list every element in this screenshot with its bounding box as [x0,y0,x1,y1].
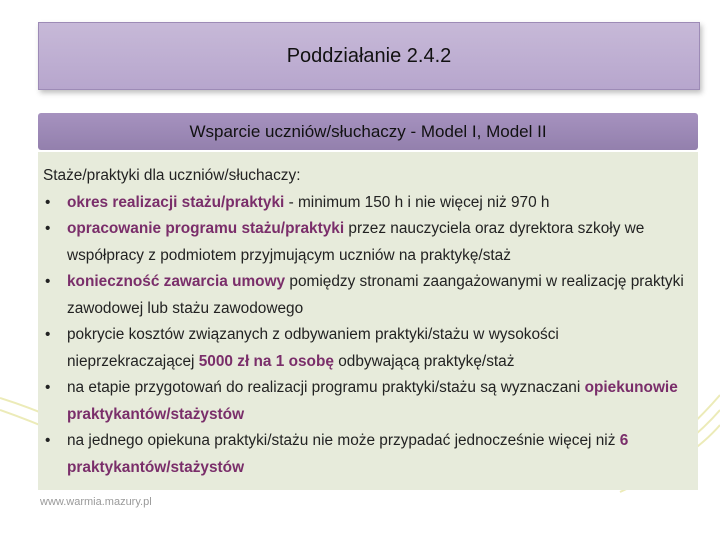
bullet-icon: • [45,432,51,449]
subtitle-bar [38,113,698,150]
page-title: Poddziałanie 2.4.2 [286,44,452,67]
list-item [43,190,690,217]
highlight-text: opracowanie programu stażu/praktyki [67,220,345,237]
item-text: przez nauczyciela oraz dyrektora szkoły we współpracy z podmiotem przyjmującym uczniów na praktykę/staż [67,220,645,264]
bullet-icon: • [45,273,51,290]
item-text: pokrycie kosztów związanych z odbywaniem praktyki/stażu w wysokości nieprzekraczającej [67,326,559,370]
item-text: pomiędzy stronami zaangażowanymi w realizację praktyki zawodowej lub stażu zawodowego [67,273,684,317]
highlight-text: 6 praktykantów/stażystów [67,432,629,476]
bullet-icon: • [45,379,51,396]
title-box [38,22,700,90]
list-item [43,428,690,481]
list-item [43,216,690,269]
bullet-icon: • [45,220,51,237]
item-text: na etapie przygotowań do realizacji programu praktyki/stażu są wyznaczani [67,379,585,396]
bullet-list [43,190,690,482]
highlight-text: okres realizacji stażu/praktyki [67,193,285,211]
bullet-icon: • [45,193,51,211]
list-item [43,375,690,428]
list-item [43,269,690,322]
item-text: - minimum 150 h i nie więcej niż 970 h [284,193,550,211]
subtitle-text: Wsparcie uczniów/słuchaczy - Model I, Model II [189,121,547,141]
bullet-icon: • [45,326,51,343]
footer-url: www.warmia.mazury.pl [40,496,152,508]
item-text: na jednego opiekuna praktyki/stażu nie może przypadać jednocześnie więcej niż [67,432,620,449]
content-lead: Staże/praktyki dla uczniów/słuchaczy: [43,167,301,184]
content-panel [38,152,698,490]
highlight-text: opiekunowie praktykantów/stażystów [67,379,678,423]
highlight-text: konieczność zawarcia umowy [67,273,286,290]
item-text: odbywającą praktykę/staż [333,352,515,370]
highlight-text: 5000 zł na 1 osobę [198,352,334,370]
list-item [43,322,690,375]
